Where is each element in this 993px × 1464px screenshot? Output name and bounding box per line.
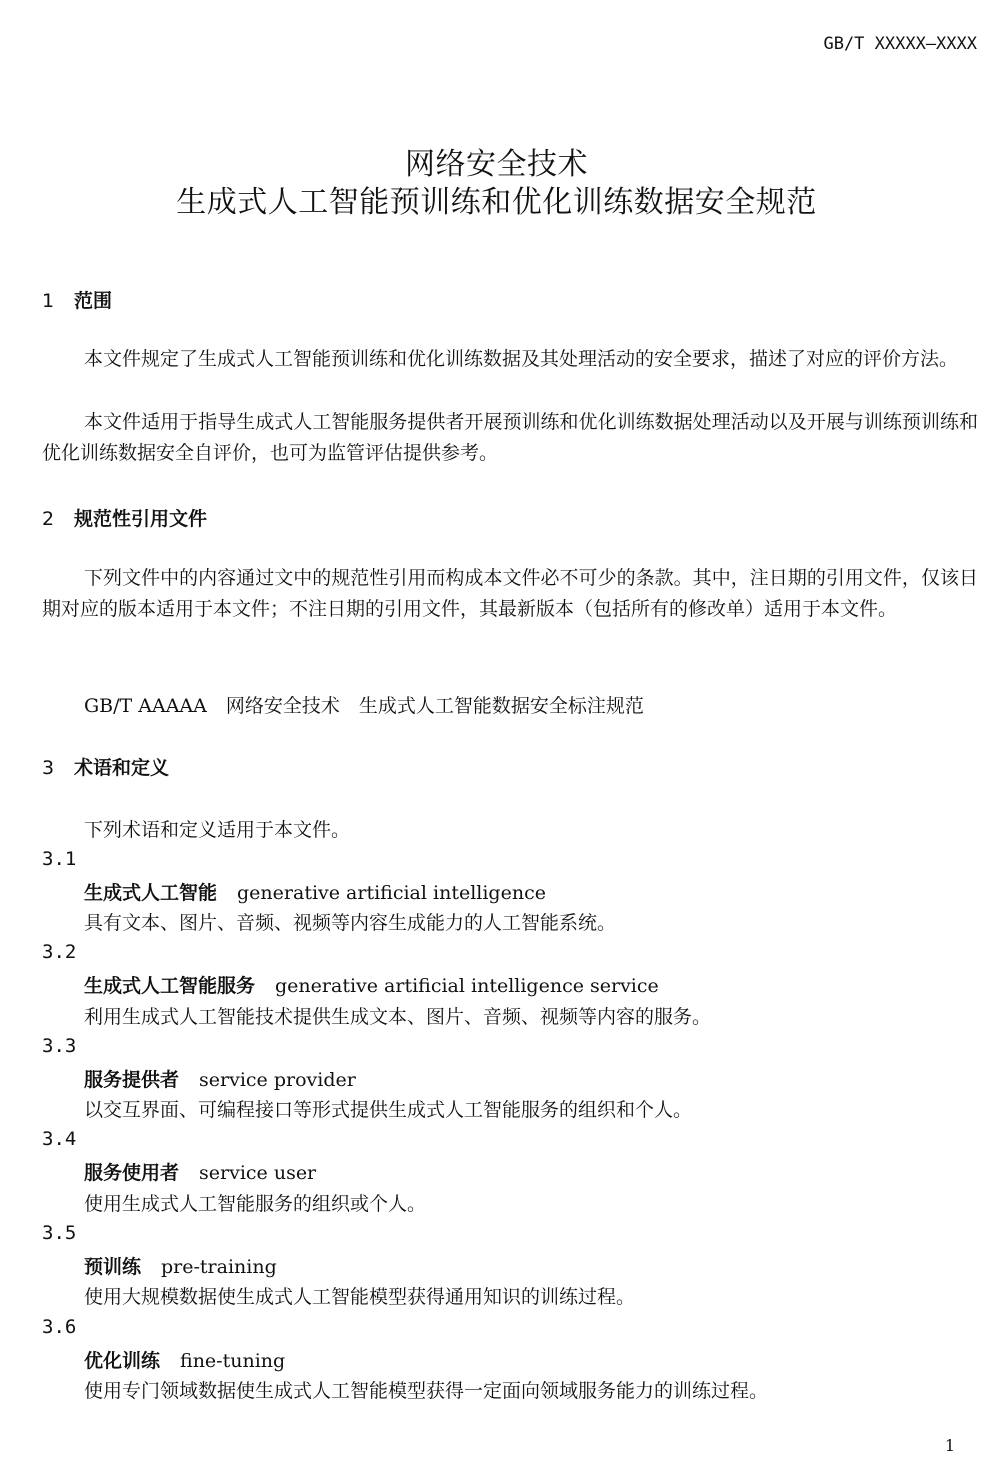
term-definition: 使用生成式人工智能服务的组织或个人。 [84, 1193, 427, 1215]
term-number: 3.2 [42, 941, 77, 963]
term-chinese: 预训练 [84, 1256, 142, 1278]
term-english: generative artificial intelligence [237, 882, 546, 904]
term-chinese: 服务提供者 [84, 1069, 180, 1091]
term-entry [84, 1065, 356, 1092]
term-number: 3.6 [42, 1316, 77, 1338]
term-definition: 利用生成式人工智能技术提供生成文本、图片、音频、视频等内容的服务。 [84, 1006, 712, 1028]
section-number: 2 [42, 508, 55, 530]
document-code: GB/T XXXXX—XXXX [823, 34, 977, 54]
term-entry [84, 1158, 316, 1185]
term-chinese: 生成式人工智能 [84, 882, 218, 904]
section-2-heading [42, 504, 207, 531]
section-1-paragraph-2: 本文件适用于指导生成式人工智能服务提供者开展预训练和优化训练数据处理活动以及开展与训练预训练和优化训练数据安全自评价，也可为监管评估提供参考。 [42, 411, 978, 464]
document-title-line-1: 网络安全技术 [405, 147, 588, 182]
section-3-heading [42, 753, 169, 780]
section-1-heading [42, 286, 112, 313]
term-number: 3.3 [42, 1035, 77, 1057]
section-1-paragraph-1: 本文件规定了生成式人工智能预训练和优化训练数据及其处理活动的安全要求，描述了对应的评价方法。 [84, 348, 959, 370]
term-number: 3.4 [42, 1128, 77, 1150]
term-chinese: 服务使用者 [84, 1162, 180, 1184]
term-definition: 使用大规模数据使生成式人工智能模型获得通用知识的训练过程。 [84, 1286, 636, 1308]
document-title-line-2: 生成式人工智能预训练和优化训练数据安全规范 [176, 185, 817, 220]
term-entry [84, 878, 546, 905]
term-english: service user [199, 1162, 317, 1184]
section-title: 范围 [74, 290, 113, 312]
term-english: service provider [199, 1069, 356, 1091]
term-chinese: 优化训练 [84, 1350, 161, 1372]
term-number: 3.5 [42, 1222, 77, 1244]
term-english: pre-training [161, 1256, 277, 1278]
term-english: fine-tuning [180, 1350, 286, 1372]
section-title: 术语和定义 [74, 757, 170, 779]
term-english: generative artificial intelligence service [275, 975, 659, 997]
term-definition: 以交互界面、可编程接口等形式提供生成式人工智能服务的组织和个人。 [84, 1099, 693, 1121]
term-chinese: 生成式人工智能服务 [84, 975, 256, 997]
term-entry [84, 1346, 285, 1373]
term-definition: 使用专门领域数据使生成式人工智能模型获得一定面向领域服务能力的训练过程。 [84, 1380, 769, 1402]
normative-reference: GB/T AAAAA 网络安全技术 生成式人工智能数据安全标注规范 [84, 695, 644, 717]
term-entry [84, 1252, 277, 1279]
section-number: 1 [42, 290, 55, 312]
section-title: 规范性引用文件 [74, 508, 208, 530]
term-definition: 具有文本、图片、音频、视频等内容生成能力的人工智能系统。 [84, 912, 617, 934]
term-entry [84, 971, 659, 998]
page-number: 1 [944, 1436, 955, 1455]
term-number: 3.1 [42, 848, 77, 870]
section-3-intro: 下列术语和定义适用于本文件。 [84, 819, 351, 841]
section-2-paragraph-1: 下列文件中的内容通过文中的规范性引用而构成本文件必不可少的条款。其中，注日期的引用文件，仅该日期对应的版本适用于本文件；不注日期的引用文件，其最新版本（包括所有的修改单）适用于本文件。 [42, 567, 978, 620]
section-number: 3 [42, 757, 55, 779]
